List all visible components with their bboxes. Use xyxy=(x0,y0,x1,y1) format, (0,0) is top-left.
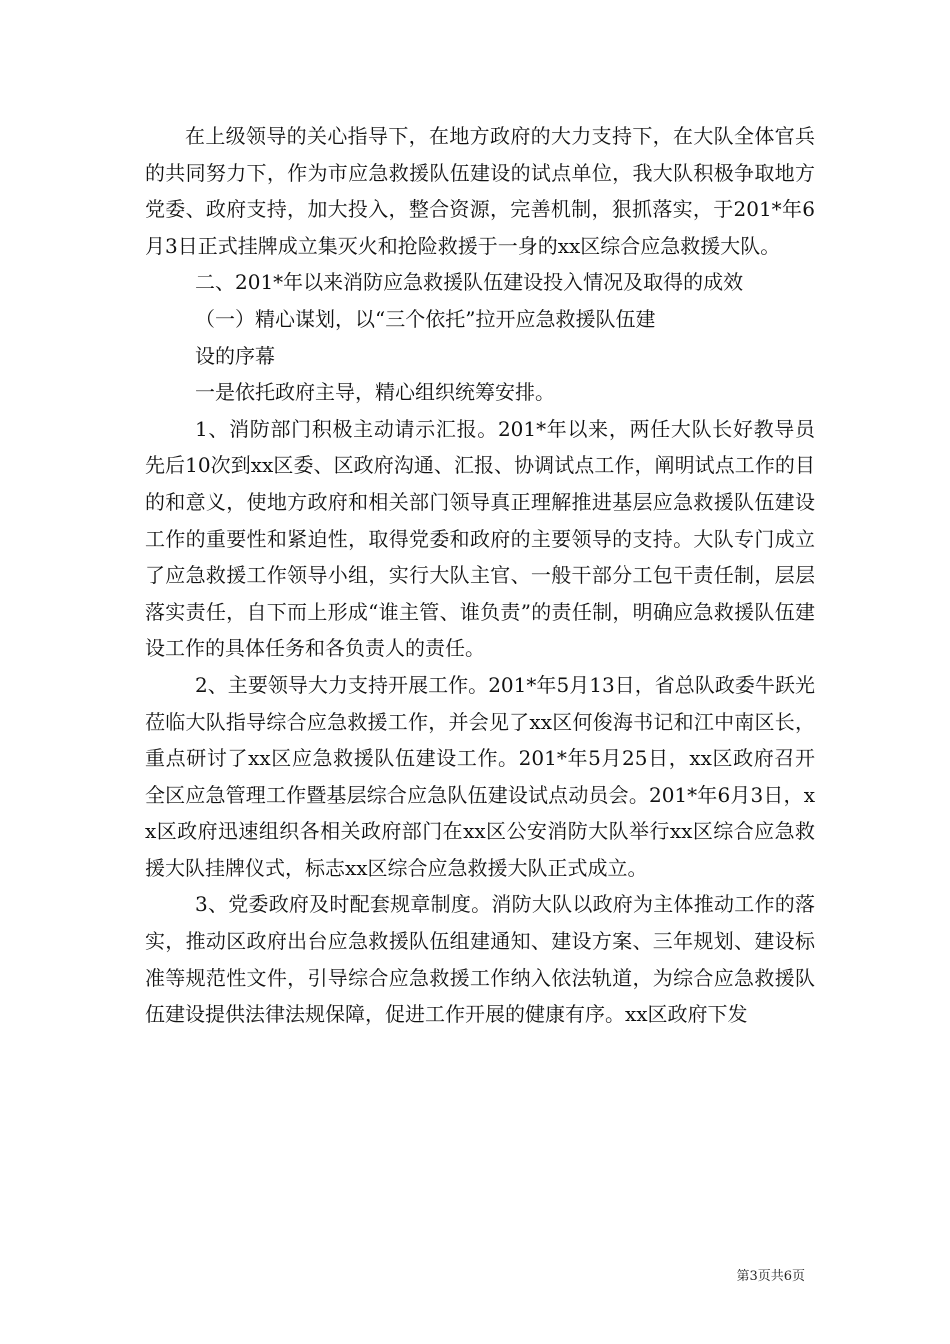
document-body xyxy=(145,118,815,1033)
paragraph-item-3: 3、党委政府及时配套规章制度。消防大队以政府为主体推动工作的落实，推动区政府出台应急救援队伍组建通知、建设方案、三年规划、建设标准等规范性文件，引导综合应急救援工作纳入依法轨道，为综合应急救援队伍建设提供法律法规保障，促进工作开展的健康有序。xx区政府下发 xyxy=(145,892,815,1027)
subsection-heading-line1: （一）精心谋划，以“三个依托”拉开应急救援队伍建 xyxy=(195,306,656,331)
paragraph-item-1: 1、消防部门积极主动请示汇报。201*年以来，两任大队长好教导员先后10次到xx区委、区政府沟通、汇报、协调试点工作，阐明试点工作的目的和意义，使地方政府和相关部门领导真正理解推进基层应急救援队伍建设工作的重要性和紧迫性，取得党委和政府的主要领导的支持。大队专门成立了应急救援工作领导小组，实行大队主官、一般干部分工包干责任制，层层落实责任，自下而上形成“谁主管、谁负责”的责任制，明确应急救援队伍建设工作的具体任务和各负责人的责任。 xyxy=(145,416,815,661)
page-number: 第3页共6页 xyxy=(736,1269,805,1284)
paragraph-intro: 在上级领导的关心指导下，在地方政府的大力支持下，在大队全体官兵的共同努力下，作为市应急救援队伍建设的试点单位，我大队积极争取地方党委、政府支持，加大投入，整合资源，完善机制，狠抓落实，于201*年6月3日正式挂牌成立集灭火和抢险救援于一身的xx区综合应急救援大队。 xyxy=(145,124,815,258)
point-one-heading: 一是依托政府主导，精心组织统筹安排。 xyxy=(195,380,555,405)
page-footer xyxy=(0,1268,950,1286)
subsection-heading-line2: 设的序幕 xyxy=(195,343,275,368)
paragraph-item-2: 2、主要领导大力支持开展工作。201*年5月13日，省总队政委牛跃光莅临大队指导综合应急救援工作，并会见了xx区何俊海书记和江中南区长，重点研讨了xx区应急救援队伍建设工作。201*年5月25日，xx区政府召开全区应急管理工作暨基层综合应急队伍建设试点动员会。201*年6月3日，xx区政府迅速组织各相关政府部门在xx区公安消防大队举行xx区综合应急救援大队挂牌仪式，标志xx区综合应急救援大队正式成立。 xyxy=(145,672,815,880)
section-heading-2: 二、201*年以来消防应急救援队伍建设投入情况及取得的成效 xyxy=(195,270,744,295)
